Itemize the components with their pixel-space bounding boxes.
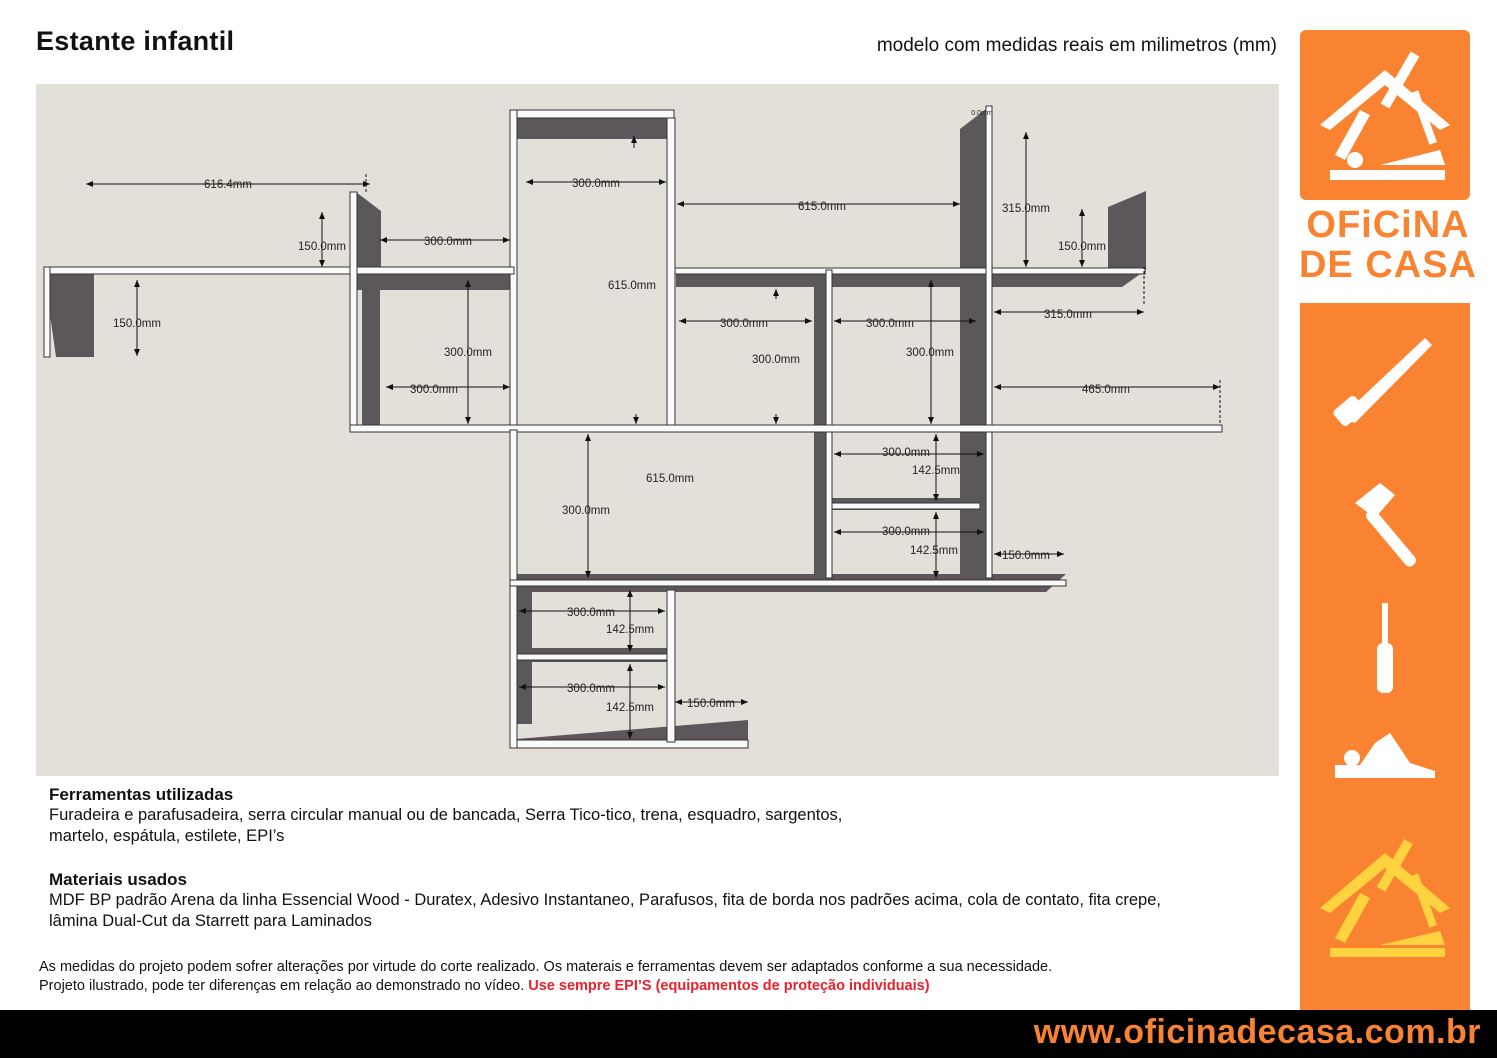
dim-label: 142.5mm (910, 545, 958, 557)
safety-warning: Use sempre EPI’S (equipamentos de proteção individuais) (528, 978, 930, 994)
materials-heading: Materiais usados (49, 870, 187, 889)
dim-label: 300.0mm (424, 236, 472, 248)
dim-label: 300.0mm (572, 178, 620, 190)
tools-sidebar (1300, 303, 1470, 1010)
tools-heading: Ferramentas utilizadas (49, 785, 234, 804)
dim-label: 150.0mm (113, 318, 161, 330)
dim-label: 615.0mm (608, 280, 656, 292)
shelf-diagram (36, 84, 1279, 776)
dim-label: 300.0mm (444, 347, 492, 359)
brand-line2: DE CASA (1298, 244, 1478, 286)
screwdriver-icon (1300, 598, 1470, 708)
dim-label: 300.0mm (567, 607, 615, 619)
house-tools-icon-small (1300, 833, 1470, 973)
dim-label: 315.0mm (1044, 309, 1092, 321)
dim-label: 150.0mm (1002, 550, 1050, 562)
dim-label: 300.0mm (906, 347, 954, 359)
materials-text-line2: lâmina Dual-Cut da Starrett para Laminados (49, 912, 372, 930)
dim-label: 300.0mm (866, 318, 914, 330)
website-link[interactable]: www.oficinadecasa.com.br (1033, 1013, 1481, 1051)
tools-text-line2: martelo, espátula, estilete, EPI’s (49, 827, 285, 845)
disclaimer (39, 958, 1052, 996)
dim-label: 300.0mm (720, 318, 768, 330)
saw-icon (1300, 323, 1470, 433)
materials-text-line1: MDF BP padrão Arena da linha Essencial Wood - Duratex, Adesivo Instantaneo, Parafusos, fita de borda nos padrões acima, cola de contato, fita crepe, (49, 891, 1161, 909)
dim-label: 142.5mm (606, 624, 654, 636)
disclaimer-line1: As medidas do projeto podem sofrer alterações por virtude do corte realizado. Os materais e ferramentas devem ser adaptados conforme a sua necessidade. (39, 959, 1053, 975)
dim-label: 300.0mm (882, 526, 930, 538)
dim-label: 615.0mm (798, 201, 846, 213)
dim-label: 616.4mm (204, 179, 252, 191)
dim-label: 150.0mm (687, 698, 735, 710)
dim-label: 300.0mm (410, 384, 458, 396)
page-title: Estante infantil (36, 26, 235, 56)
dim-label: 300.0mm (752, 354, 800, 366)
disclaimer-line2 (39, 977, 1052, 996)
left-lower-panel (44, 272, 94, 357)
shelf-drawing (36, 84, 1279, 776)
page-subtitle: modelo com medidas reais em milimetros (mm) (876, 35, 1277, 56)
dim-label: 300.0mm (562, 505, 610, 517)
dim-label: 615.0mm (646, 473, 694, 485)
dim-label: 150.0mm (298, 241, 346, 253)
disclaimer-text: Projeto ilustrado, pode ter diferenças em relação ao demonstrado no vídeo. (39, 978, 525, 994)
plane-icon (1300, 703, 1470, 813)
dim-label: 150.0mm (1058, 241, 1106, 253)
dim-label: 465.0mm (1082, 384, 1130, 396)
dim-label: 142.5mm (606, 702, 654, 714)
house-tools-icon (1300, 30, 1470, 200)
hammer-icon (1300, 473, 1470, 583)
dim-label: 300.0mm (567, 683, 615, 695)
tools-text-line1: Furadeira e parafusadeira, serra circular manual ou de bancada, Serra Tico-tico, trena, esquadro, sargentos, (49, 806, 843, 824)
dim-label: 0.0mm (971, 110, 993, 117)
materials-section (49, 869, 1161, 932)
brand-line1: OFiCiNA (1306, 204, 1470, 246)
brand-logo (1300, 30, 1470, 200)
dim-label: 315.0mm (1002, 203, 1050, 215)
brand-name (1298, 205, 1478, 285)
tools-section (49, 784, 842, 847)
dimension-lines (86, 132, 1220, 739)
dim-label: 142.5mm (912, 465, 960, 477)
dim-label: 300.0mm (882, 447, 930, 459)
